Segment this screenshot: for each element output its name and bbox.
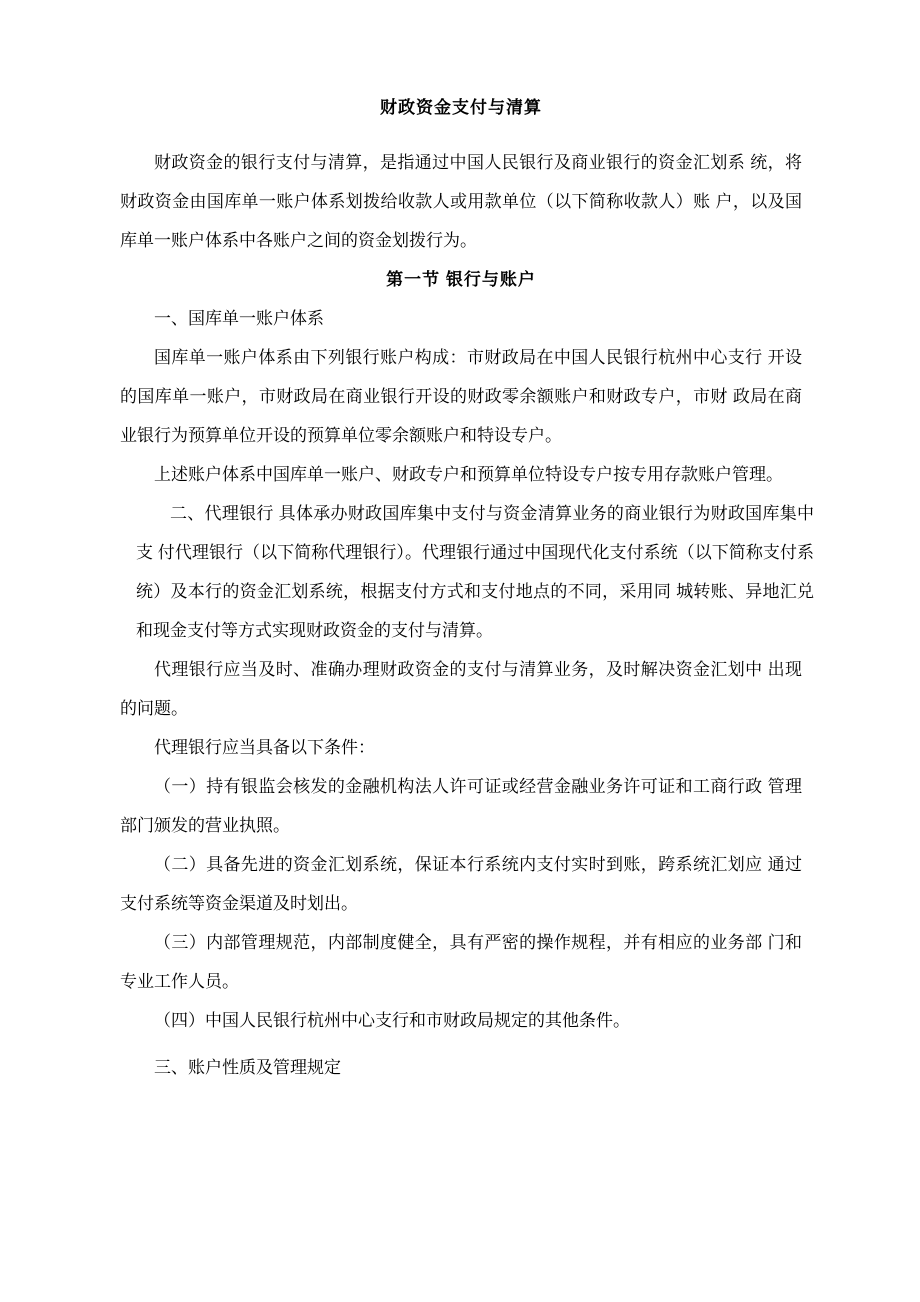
paragraph-agent-bank-conditions-lead: 代理银行应当具备以下条件：	[154, 738, 375, 757]
paragraph-account-management: 上述账户体系中国库单一账户、财政专户和预算单位特设专户按专用存款账户管理。	[154, 465, 783, 484]
paragraph-agent-bank-duty: 代理银行应当及时、准确办理财政资金的支付与清算业务，及时解决资金汇划中 出现的问题。	[120, 660, 802, 718]
intro-paragraph: 财政资金的银行支付与清算，是指通过中国人民银行及商业银行的资金汇划系 统，将财政资金由国库单一账户体系划拨给收款人或用款单位（以下简称收款人）账 户，以及国库单一账户体系中各账户之间的资金划拨行为。	[120, 153, 802, 250]
paragraph-condition-1: （一）持有银监会核发的金融机构法人许可证或经营金融业务许可证和工商行政 管理部门颁发的营业执照。	[120, 777, 802, 835]
paragraph-treasury-accounts: 国库单一账户体系由下列银行账户构成：市财政局在中国人民银行杭州中心支行 开设的国库单一账户，市财政局在商业银行开设的财政零余额账户和财政专户，市财 政局在商业银行为预算单位开设的预算单位零余额账户和特设专户。	[120, 348, 802, 445]
paragraph-condition-4: （四）中国人民银行杭州中心支行和市财政局规定的其他条件。	[154, 1011, 630, 1030]
paragraph-item-two-agent-bank: 二、代理银行 具体承办财政国库集中支付与资金清算业务的商业银行为财政国库集中支 付代理银行（以下简称代理银行）。代理银行通过中国现代化支付系统（以下简称支付系统）及本行的资金汇划系统，根据支付方式和支付地点的不同，采用同 城转账、异地汇兑和现金支付等方式实现财政资金的支付与清算。	[136, 504, 814, 640]
paragraph-item-three: 三、账户性质及管理规定	[154, 1058, 341, 1077]
paragraph-condition-3: （三）内部管理规范，内部制度健全，具有严密的操作规程，并有相应的业务部 门和专业工作人员。	[120, 933, 802, 991]
document-title: 财政资金支付与清算	[380, 98, 542, 117]
paragraph-condition-2: （二）具备先进的资金汇划系统，保证本行系统内支付实时到账，跨系统汇划应 通过支付系统等资金渠道及时划出。	[120, 855, 802, 913]
section-heading: 第一节 银行与账户	[386, 270, 536, 289]
paragraph-item-one: 一、国库单一账户体系	[154, 309, 324, 328]
